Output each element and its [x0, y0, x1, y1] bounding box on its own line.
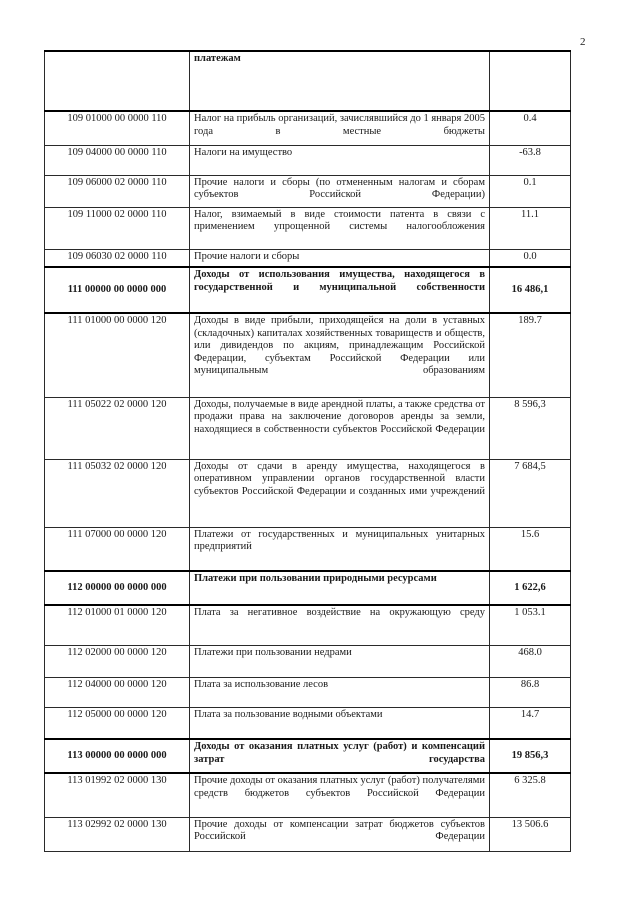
amount-cell: 6 325.8 — [490, 773, 571, 817]
table-row — [45, 175, 571, 207]
revenue-name-cell: Прочие налоги и сборы — [190, 249, 490, 267]
table-row — [45, 267, 571, 313]
budget-code-cell: 111 05022 02 0000 120 — [45, 397, 190, 459]
budget-code-cell: 109 06030 02 0000 110 — [45, 249, 190, 267]
amount-cell: 15.6 — [490, 527, 571, 571]
table-row — [45, 571, 571, 605]
amount-cell: 7 684,5 — [490, 459, 571, 527]
revenue-name-cell: Доходы от оказания платных услуг (работ) и компенсаций затрат государства — [190, 739, 490, 773]
revenue-name-cell: Платежи при пользовании недрами — [190, 645, 490, 677]
revenue-name-cell: Налог на прибыль организаций, зачислявшийся до 1 января 2005 года в местные бюджеты — [190, 111, 490, 145]
budget-code-cell: 111 07000 00 0000 120 — [45, 527, 190, 571]
table-row — [45, 249, 571, 267]
amount-cell: 11.1 — [490, 207, 571, 249]
page-number: 2 — [580, 36, 586, 48]
table-row — [45, 111, 571, 145]
amount-cell: 1 053.1 — [490, 605, 571, 645]
table-row — [45, 739, 571, 773]
amount-cell: 1 622,6 — [490, 571, 571, 605]
table-row — [45, 527, 571, 571]
table-row — [45, 645, 571, 677]
amount-cell: 13 506.6 — [490, 817, 571, 851]
budget-code-cell: 112 02000 00 0000 120 — [45, 645, 190, 677]
amount-cell: 16 486,1 — [490, 267, 571, 313]
table-row — [45, 313, 571, 397]
amount-cell — [490, 51, 571, 111]
table-row — [45, 605, 571, 645]
revenue-table-body — [45, 51, 571, 851]
revenue-name-cell: Прочие налоги и сборы (по отмененным налогам и сборам субъектов Российской Федерации) — [190, 175, 490, 207]
budget-code-cell: 109 06000 02 0000 110 — [45, 175, 190, 207]
table-row — [45, 207, 571, 249]
budget-code-cell: 113 01992 02 0000 130 — [45, 773, 190, 817]
revenue-name-cell: Прочие доходы от оказания платных услуг (работ) получателями средств бюджетов субъектов Российской Федерации — [190, 773, 490, 817]
revenue-name-cell: платежам — [190, 51, 490, 111]
amount-cell: -63.8 — [490, 145, 571, 175]
amount-cell: 14.7 — [490, 707, 571, 739]
revenue-name-cell: Платежи при пользовании природными ресурсами — [190, 571, 490, 605]
budget-code-cell — [45, 51, 190, 111]
table-row — [45, 459, 571, 527]
amount-cell: 0.1 — [490, 175, 571, 207]
amount-cell: 86.8 — [490, 677, 571, 707]
amount-cell: 468.0 — [490, 645, 571, 677]
revenue-name-cell: Плата за негативное воздействие на окружающую среду — [190, 605, 490, 645]
revenue-name-cell: Прочие доходы от компенсации затрат бюджетов субъектов Российской Федерации — [190, 817, 490, 851]
budget-code-cell: 109 01000 00 0000 110 — [45, 111, 190, 145]
amount-cell: 0.0 — [490, 249, 571, 267]
amount-cell: 8 596,3 — [490, 397, 571, 459]
table-row — [45, 677, 571, 707]
table-row — [45, 707, 571, 739]
revenue-name-cell: Доходы в виде прибыли, приходящейся на доли в уставных (складочных) капиталах хозяйственных товариществ и обществ, или дивидендов по акциям, принадлежащим Российской Федерации, субъектам Российской Федерации или муниципальным образованиям — [190, 313, 490, 397]
budget-code-cell: 109 11000 02 0000 110 — [45, 207, 190, 249]
budget-code-cell: 112 01000 01 0000 120 — [45, 605, 190, 645]
budget-code-cell: 113 00000 00 0000 000 — [45, 739, 190, 773]
amount-cell: 19 856,3 — [490, 739, 571, 773]
revenue-name-cell: Доходы, получаемые в виде арендной платы, а также средства от продажи права на заключение договоров аренды за земли, находящиеся в собственности субъектов Российской Федерации — [190, 397, 490, 459]
amount-cell: 0.4 — [490, 111, 571, 145]
revenue-name-cell: Налог, взимаемый в виде стоимости патента в связи с применением упрощенной системы налогообложения — [190, 207, 490, 249]
table-row — [45, 145, 571, 175]
revenue-table — [44, 50, 571, 852]
table-row — [45, 817, 571, 851]
budget-code-cell: 112 05000 00 0000 120 — [45, 707, 190, 739]
budget-code-cell: 113 02992 02 0000 130 — [45, 817, 190, 851]
budget-code-cell: 111 05032 02 0000 120 — [45, 459, 190, 527]
revenue-name-cell: Доходы от использования имущества, находящегося в государственной и муниципальной собственности — [190, 267, 490, 313]
budget-code-cell: 111 01000 00 0000 120 — [45, 313, 190, 397]
revenue-name-cell: Доходы от сдачи в аренду имущества, находящегося в оперативном управлении органов государственной власти субъектов Российской Федерации и созданных ими учреждений — [190, 459, 490, 527]
budget-code-cell: 109 04000 00 0000 110 — [45, 145, 190, 175]
revenue-name-cell: Плата за использование лесов — [190, 677, 490, 707]
table-row — [45, 397, 571, 459]
amount-cell: 189.7 — [490, 313, 571, 397]
budget-code-cell: 112 04000 00 0000 120 — [45, 677, 190, 707]
budget-code-cell: 112 00000 00 0000 000 — [45, 571, 190, 605]
table-row — [45, 51, 571, 111]
revenue-name-cell: Платежи от государственных и муниципальных унитарных предприятий — [190, 527, 490, 571]
table-row — [45, 773, 571, 817]
revenue-name-cell: Плата за пользование водными объектами — [190, 707, 490, 739]
budget-code-cell: 111 00000 00 0000 000 — [45, 267, 190, 313]
revenue-name-cell: Налоги на имущество — [190, 145, 490, 175]
